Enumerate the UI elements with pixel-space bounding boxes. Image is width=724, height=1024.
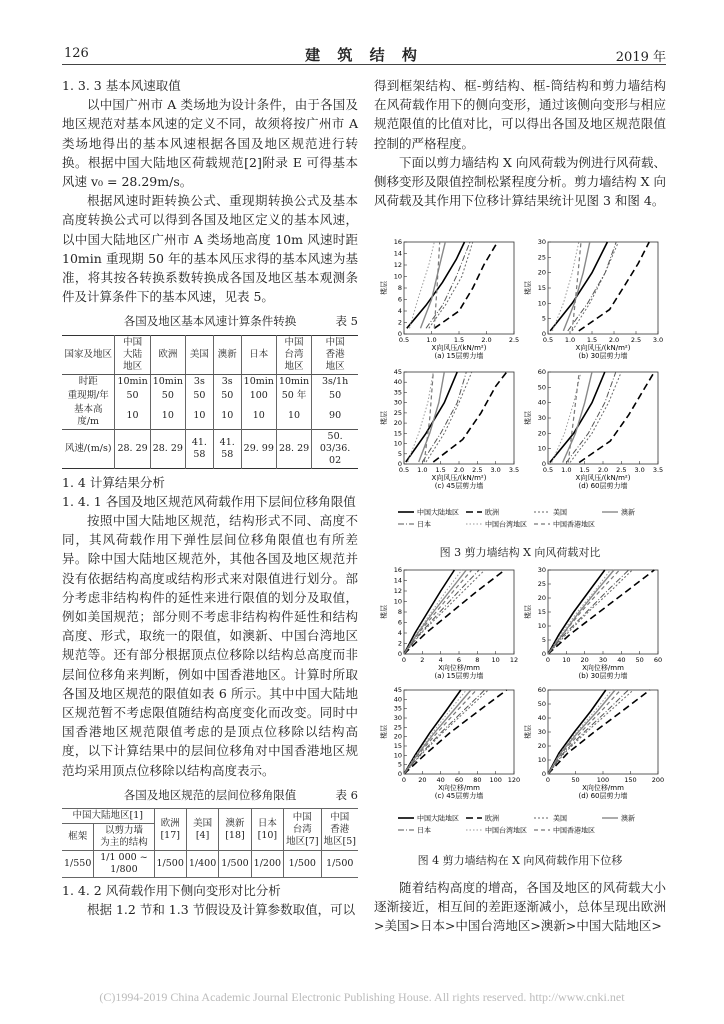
- legend: [398, 814, 635, 835]
- y-axis-label: 楼层: [524, 725, 532, 739]
- y-tick-label: 16: [393, 238, 402, 246]
- x-axis-label: X向风压/(kN/m²): [575, 474, 631, 482]
- x-tick-label: 0: [545, 656, 551, 664]
- t6-head-eu: 欧洲 [17]: [154, 809, 186, 851]
- t5-cell: 50: [150, 389, 185, 403]
- y-tick-label: 25: [537, 253, 546, 262]
- x-tick-label: 2.0: [453, 466, 465, 474]
- x-tick-label: 120: [507, 776, 521, 784]
- t5-cell: 10: [185, 403, 213, 430]
- x-tick-label: 1.5: [579, 466, 590, 474]
- x-tick-label: 1.0: [417, 466, 428, 474]
- t5-cell: 10: [150, 403, 185, 430]
- x-tick-label: 2.5: [616, 466, 627, 474]
- t5-cell: 10: [241, 403, 276, 430]
- x-tick-label: 50: [571, 776, 580, 784]
- table6-caption: [62, 786, 358, 805]
- right-column-bottom: [374, 878, 666, 936]
- subplot-caption: (b) 30层剪力墙: [578, 672, 628, 680]
- series-line: [421, 242, 446, 328]
- t5-cell: 3s: [185, 374, 213, 389]
- y-tick-label: 20: [537, 742, 546, 750]
- plot-frame: [404, 570, 514, 654]
- t6-value-cell: 1/400: [186, 851, 218, 878]
- legend-label: 澳新: [621, 508, 635, 517]
- y-tick-label: 40: [537, 398, 546, 407]
- section-title-1-4-1: 1. 4. 1 各国及地区规范风荷载作用下层间位移角限值: [62, 493, 356, 509]
- subplot-caption: (a) 15层剪力墙: [434, 352, 484, 360]
- subplot-caption: (d) 60层剪力墙: [578, 792, 628, 800]
- t5-cell: 10: [276, 403, 311, 430]
- figure-4-caption: 图 4 剪力墙结构在 X 向风荷载作用下位移: [417, 854, 623, 867]
- y-tick-label: 25: [537, 580, 546, 588]
- t5-cell: 10min: [150, 374, 185, 389]
- x-tick-label: 2.5: [472, 466, 483, 474]
- y-tick-label: 10: [537, 756, 546, 764]
- paragraph: 根据 1.2 节和 1.3 节假设及计算参数取值，可以: [87, 902, 356, 918]
- t5-cell: 100: [241, 389, 276, 403]
- subplot-fig3d: [523, 368, 663, 490]
- series-line: [568, 242, 616, 331]
- legend-label: 欧洲: [485, 508, 499, 517]
- x-tick-label: 4: [438, 656, 443, 664]
- x-tick-label: 3.0: [652, 336, 664, 344]
- x-tick-label: 80: [473, 776, 482, 784]
- y-tick-label: 0: [541, 330, 546, 338]
- y-tick-label: 4: [397, 307, 402, 315]
- t6-value-cell: 1/1 000 ~ 1/800: [94, 851, 154, 878]
- y-tick-label: 30: [537, 414, 546, 422]
- x-tick-label: 1.5: [453, 336, 465, 344]
- legend-label: 日本: [417, 520, 431, 529]
- plot-frame: [548, 372, 658, 464]
- t5-cell: 10: [115, 403, 150, 430]
- x-tick-label: 0.5: [398, 466, 410, 474]
- series-line: [548, 690, 650, 774]
- section-title-1-4-2: 1. 4. 2 风荷载作用下侧向变形对比分析: [62, 883, 281, 899]
- table6-number: 表 6: [335, 787, 358, 802]
- plot-frame: [404, 242, 514, 334]
- t5-cell: 28. 29: [276, 429, 311, 468]
- x-tick-label: 0: [401, 776, 407, 784]
- x-tick-label: 40: [436, 776, 445, 784]
- t5-cell: 10min: [115, 374, 150, 389]
- table5-number: 表 5: [335, 314, 358, 329]
- x-tick-label: 40: [617, 656, 626, 664]
- y-axis-label: 楼层: [524, 605, 532, 619]
- y-tick-label: 15: [537, 608, 546, 616]
- y-axis-label: 楼层: [380, 725, 388, 739]
- table5-caption-text: 各国及地区基本风速计算条件转换: [123, 314, 297, 329]
- x-tick-label: 6: [456, 656, 462, 664]
- legend-label: 中国大陆地区: [417, 814, 459, 823]
- y-axis-label: 楼层: [380, 281, 388, 295]
- x-tick-label: 1.5: [586, 336, 598, 344]
- series-line: [404, 690, 485, 774]
- t6-value-cell: 1/500: [284, 851, 321, 878]
- y-axis-label: 楼层: [380, 605, 388, 619]
- series-line: [404, 690, 507, 774]
- subplot-fig3b: [523, 238, 663, 360]
- x-tick-label: 2.5: [508, 336, 520, 344]
- subplot-caption: (a) 15层剪力墙: [434, 672, 484, 680]
- legend-label: 中国台湾地区: [485, 826, 527, 835]
- t5-header-cell: 欧洲: [150, 335, 185, 374]
- legend-label: 中国香港地区: [553, 826, 595, 835]
- legend-label: 中国台湾地区: [485, 520, 527, 529]
- x-tick-label: 200: [651, 776, 665, 784]
- legend-label: 欧洲: [485, 814, 499, 823]
- subplot-fig3a: [379, 238, 519, 360]
- y-tick-label: 4: [397, 629, 402, 637]
- y-tick-label: 6: [397, 618, 402, 627]
- section-title-1-3-3: 1. 3. 3 基本风速取值: [62, 78, 181, 93]
- y-tick-label: 25: [393, 408, 402, 417]
- y-tick-label: 60: [537, 686, 546, 694]
- y-tick-label: 30: [537, 238, 546, 246]
- t6-head-tw: 中国 台湾 地区[7]: [284, 809, 321, 851]
- subplot-caption: (c) 45层剪力墙: [434, 482, 484, 490]
- y-tick-label: 20: [393, 732, 402, 741]
- x-axis-label: X向风压/(kN/m²): [575, 344, 631, 352]
- y-tick-label: 25: [393, 723, 402, 732]
- y-tick-label: 10: [393, 272, 402, 281]
- left-column: [62, 76, 358, 920]
- x-tick-label: 0.5: [542, 336, 554, 344]
- t5-cell: 3s: [213, 374, 241, 389]
- series-line: [552, 242, 578, 331]
- legend: [398, 508, 635, 529]
- y-tick-label: 0: [541, 460, 546, 468]
- plot-frame: [404, 372, 514, 464]
- table-6: [62, 808, 358, 878]
- series-line: [434, 242, 497, 328]
- t6-head-shear: 以剪力墙 为主的结构: [94, 824, 154, 851]
- t6-head-frame: 框架: [62, 824, 94, 851]
- figure-4: [378, 566, 666, 846]
- y-tick-label: 15: [537, 284, 546, 292]
- subplot-caption: (b) 30层剪力墙: [578, 352, 628, 360]
- x-tick-label: 1.0: [564, 336, 576, 344]
- t5-cell: 时距: [78, 375, 98, 387]
- t6-value-cell: 1/500: [321, 851, 358, 878]
- t5-header-cell: 美国: [185, 335, 213, 374]
- y-tick-label: 10: [537, 444, 546, 453]
- y-tick-label: 40: [537, 714, 546, 722]
- y-tick-label: 5: [541, 314, 546, 323]
- t5-cell: 28. 29: [150, 429, 185, 468]
- x-tick-label: 1.0: [561, 466, 572, 474]
- series-line: [410, 242, 435, 328]
- y-axis-label: 楼层: [524, 281, 532, 295]
- y-tick-label: 2: [397, 639, 402, 648]
- y-tick-label: 0: [397, 650, 402, 658]
- y-tick-label: 10: [393, 439, 402, 448]
- plot-frame: [548, 690, 658, 774]
- paragraph: 随着结构高度的增高，各国及地区的风荷载大小逐渐接近，相互间的差距逐渐减小，总体呈现出欧洲>美国>日本>中国台湾地区>澳新>中国大陆地区>: [374, 880, 666, 934]
- subplot-fig4a: [379, 566, 518, 680]
- series-line: [424, 372, 433, 462]
- t5-cell: 50. 03/36. 02: [312, 429, 358, 468]
- series-line: [404, 570, 505, 654]
- t6-head-us: 美国 [4]: [186, 809, 218, 851]
- t6-value-cell: 1/550: [62, 851, 94, 878]
- t6-head-au: 澳新 [18]: [219, 809, 251, 851]
- y-tick-label: 16: [393, 566, 402, 574]
- x-axis-label: X向位移/mm: [438, 784, 480, 792]
- legend-label: 美国: [553, 508, 567, 517]
- x-tick-label: 0: [401, 656, 407, 664]
- t5-cell: 41. 58: [185, 429, 213, 468]
- t6-head-jp: 日本 [10]: [251, 809, 283, 851]
- y-tick-label: 30: [537, 728, 546, 736]
- y-tick-label: 0: [397, 330, 402, 338]
- y-tick-label: 0: [541, 650, 546, 658]
- x-tick-label: 60: [454, 776, 464, 784]
- y-tick-label: 20: [537, 429, 546, 438]
- t5-header-cell: 国家及地区: [62, 335, 115, 374]
- series-line: [548, 570, 654, 654]
- t5-cell: 29. 99: [241, 429, 276, 468]
- copyright-footer: (C)1994-2019 China Academic Journal Electronic Publishing House. All rights reserved. http://www.cnki.net: [99, 990, 625, 1004]
- x-tick-label: 2: [420, 656, 425, 664]
- series-line: [568, 372, 579, 463]
- paragraph: 以中国广州市 A 类场地为设计条件，由于各国及地区规范对基本风速的定义不同，故须将按广州市 A 类场地得出的基本风速根据各国及地区规范进行转换。根据中国大陆地区荷载规范[2]附录 E 可得基本风速 v₀ = 28.29m/s。: [62, 97, 358, 190]
- y-tick-label: 35: [393, 388, 402, 397]
- x-tick-label: 12: [509, 656, 519, 664]
- subplot-fig4c: [379, 686, 520, 800]
- y-tick-label: 15: [393, 742, 402, 750]
- x-tick-label: 20: [580, 656, 589, 664]
- y-tick-label: 14: [393, 249, 402, 258]
- y-tick-label: 30: [393, 398, 402, 407]
- t5-header-cell: 中国 大陆 地区: [115, 335, 150, 374]
- t5-cell: 风速/(m/s): [62, 429, 115, 468]
- section-title-1-4: 1. 4 计算结果分析: [62, 474, 165, 490]
- x-tick-label: 3.0: [634, 466, 645, 474]
- y-tick-label: 0: [397, 460, 402, 468]
- x-tick-label: 10: [562, 656, 571, 664]
- paragraph: 根据风速时距转换公式、重现期转换公式及基本高度转换公式可以得到各国及地区定义的基本风速，以中国大陆地区广州市 A 类场地高度 10m 风速时距 10min 重现期 50 年的基本风压求得的基本风速为基准，将其按各转换系数转换成各国及地区基本观测条件及计算条件下的基本风速，见表 5。: [62, 193, 358, 305]
- x-tick-label: 1.0: [426, 336, 437, 344]
- table-5: [62, 335, 358, 469]
- x-tick-label: 3.5: [652, 466, 664, 474]
- x-tick-label: 10: [491, 656, 500, 664]
- x-tick-label: 2.0: [481, 336, 492, 344]
- x-axis-label: X向位移/mm: [438, 664, 480, 672]
- y-tick-label: 45: [393, 686, 402, 694]
- table6-caption-text: 各国及地区规范的层间位移角限值: [123, 787, 297, 802]
- t5-header-cell: 中国 台湾 地区: [276, 335, 311, 374]
- x-tick-label: 60: [653, 656, 663, 664]
- x-tick-label: 1.5: [435, 466, 446, 474]
- t5-cell: 10: [213, 403, 241, 430]
- y-tick-label: 12: [393, 587, 402, 595]
- y-tick-label: 5: [397, 760, 402, 769]
- t5-cell: 90: [312, 403, 358, 430]
- y-tick-label: 2: [397, 318, 402, 327]
- y-tick-label: 10: [537, 622, 546, 630]
- series-line: [579, 242, 649, 331]
- x-tick-label: 0.5: [398, 336, 410, 344]
- x-tick-label: 150: [624, 776, 637, 784]
- paragraph: 得到框架结构、框-剪结构、框-筒结构和剪力墙结构在风荷载作用下的侧向变形，通过该侧向变形与相应规范限值的比值对比，可以得出各国及地区规范限值控制的严格程度。: [374, 78, 666, 151]
- x-axis-label: X向位移/mm: [582, 784, 624, 792]
- t6-head-cn: 中国大陆地区[1]: [62, 809, 154, 824]
- year: 2019 年: [615, 50, 666, 65]
- t5-cell: 50: [115, 389, 150, 403]
- series-line: [404, 570, 479, 654]
- legend-label: 中国大陆地区: [417, 508, 459, 517]
- subplot-caption: (d) 60层剪力墙: [578, 482, 628, 490]
- y-tick-label: 12: [393, 261, 402, 269]
- y-tick-label: 10: [393, 597, 402, 606]
- y-axis-label: 楼层: [524, 411, 532, 425]
- x-tick-label: 3.0: [490, 466, 501, 474]
- y-tick-label: 60: [537, 368, 546, 376]
- y-tick-label: 15: [393, 429, 402, 438]
- t5-cell: 41. 58: [213, 429, 241, 468]
- series-line: [548, 570, 632, 654]
- journal-name: 建 筑 结 构: [305, 46, 423, 64]
- y-tick-label: 50: [537, 383, 546, 392]
- plot-frame: [404, 690, 514, 774]
- t5-cell: 50: [185, 389, 213, 403]
- x-tick-label: 2.0: [608, 336, 620, 344]
- x-tick-label: 0.5: [542, 466, 554, 474]
- subplot-fig3c: [379, 368, 519, 490]
- y-tick-label: 35: [393, 704, 402, 713]
- t6-value-cell: 1/500: [219, 851, 251, 878]
- y-tick-label: 8: [397, 608, 402, 616]
- t5-cell: 3s/1h: [312, 374, 358, 389]
- x-tick-label: 20: [418, 776, 427, 784]
- series-line: [552, 372, 581, 463]
- x-tick-label: 50: [635, 656, 644, 664]
- subplot-caption: (c) 45层剪力墙: [434, 792, 484, 800]
- y-tick-label: 50: [537, 700, 546, 708]
- t5-cell: 28. 29: [115, 429, 150, 468]
- paragraph: 下面以剪力墙结构 X 向风荷载为例进行风荷载、侧移变形及限值控制松紧程度分析。剪力墙结构 X 向风荷载及其作用下位移计算结果统计见图 3 和图 4。: [374, 154, 666, 209]
- y-tick-label: 40: [393, 378, 402, 387]
- x-tick-label: 2.5: [630, 336, 642, 344]
- y-tick-label: 20: [537, 594, 546, 602]
- figure-3: [378, 238, 666, 538]
- t5-header-cell: 日本: [241, 335, 276, 374]
- y-tick-label: 6: [397, 295, 402, 304]
- t5-header-cell: 澳新: [213, 335, 241, 374]
- x-tick-label: 8: [475, 656, 480, 664]
- t5-cell: 重现期/年: [67, 389, 109, 401]
- x-axis-label: X向风压/(kN/m²): [431, 344, 487, 352]
- t5-cell: 50: [213, 389, 241, 403]
- y-tick-label: 5: [397, 449, 402, 458]
- y-tick-label: 30: [393, 714, 402, 722]
- legend-label: 澳新: [621, 814, 635, 823]
- x-axis-label: X向位移/mm: [582, 664, 624, 672]
- t5-cell: 10min: [276, 374, 311, 389]
- series-line: [433, 372, 506, 462]
- t5-cell: 10min: [241, 374, 276, 389]
- x-axis-label: X向风压/(kN/m²): [431, 474, 487, 482]
- series-line: [426, 372, 472, 462]
- y-tick-label: 5: [541, 636, 546, 644]
- y-axis-label: 楼层: [380, 411, 388, 425]
- series-line: [422, 372, 466, 462]
- t6-value-cell: 1/500: [154, 851, 186, 878]
- y-tick-label: 20: [393, 419, 402, 428]
- y-tick-label: 30: [537, 566, 546, 574]
- x-tick-label: 2.0: [597, 466, 609, 474]
- x-tick-label: 100: [489, 776, 502, 784]
- y-tick-label: 10: [393, 751, 402, 760]
- paragraph: 按照中国大陆地区规范，结构形式不同、高度不同，其风荷载作用下弹性层间位移角限值也有所差异。除中国大陆地区规范外，其他各国及地区规范并没有依据结构高度或结构形式来对限值进行划分。部分考虑非结构构件的延性来进行限值的划分及取值，例如美国规范；部分则不考虑非结构构件延性和结构高度、形式，取统一的限值，如澳新、中国台湾地区规范等。还有部分根据顶点位移除以结构总高度而非层间位移角来判断，例如中国香港地区。计算时所取各国及地区规范的限值如表 6 所示。其中中国大陆地区规范暂不考虑限值随结构高度变化而改变。同时中国香港地区规范限值考虑的是顶点位移除以结构高度，以下计算结果中的层间位移角对中国香港地区规范均采用顶点位移除以结构高度表示。: [62, 513, 358, 778]
- legend-label: 中国香港地区: [553, 520, 595, 529]
- y-tick-label: 20: [537, 268, 546, 277]
- legend-label: 日本: [417, 826, 431, 835]
- running-header: [62, 44, 666, 65]
- figure-3-caption: 图 3 剪力墙结构 X 向风荷载对比: [439, 546, 601, 559]
- y-tick-label: 0: [397, 770, 402, 778]
- subplot-fig4b: [523, 566, 662, 680]
- series-line: [426, 242, 470, 328]
- table5-caption: [62, 312, 358, 331]
- y-tick-label: 10: [537, 299, 546, 308]
- series-line: [579, 372, 654, 463]
- t6-value-cell: 1/200: [251, 851, 283, 878]
- legend-label: 美国: [553, 814, 567, 823]
- t5-cell: 基本高度/m: [73, 403, 103, 427]
- y-tick-label: 14: [393, 576, 402, 585]
- t5-cell: 50 年: [276, 389, 311, 403]
- y-tick-label: 40: [393, 695, 402, 704]
- page-number: 126: [64, 46, 89, 61]
- y-tick-label: 0: [541, 770, 546, 778]
- t5-header-cell: 中国 香港 地区: [312, 335, 358, 374]
- t6-head-hk: 中国 香港 地区[5]: [321, 809, 358, 851]
- x-tick-label: 30: [598, 656, 608, 664]
- subplot-fig4d: [523, 686, 664, 800]
- y-tick-label: 45: [393, 368, 402, 376]
- x-tick-label: 100: [596, 776, 610, 784]
- y-tick-label: 8: [397, 284, 402, 292]
- x-tick-label: 3.5: [508, 466, 520, 474]
- x-tick-label: 0: [545, 776, 551, 784]
- right-column-top: [374, 76, 666, 210]
- t5-cell: 50: [312, 389, 358, 403]
